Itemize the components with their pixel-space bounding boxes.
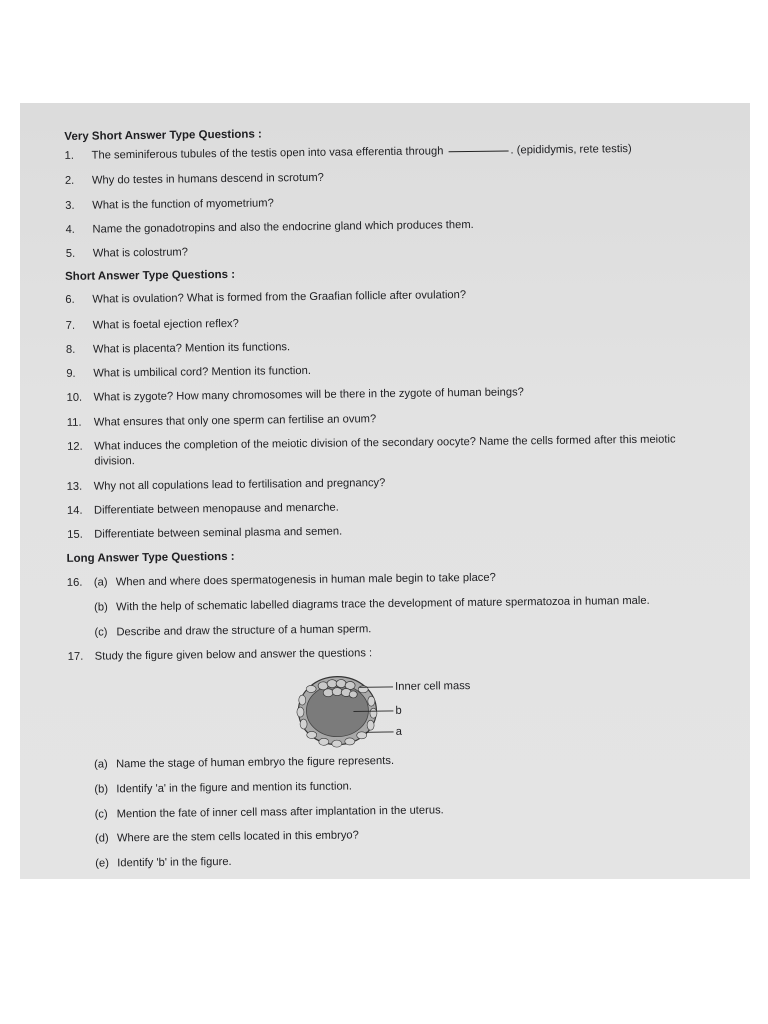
- question-text: Differentiate between seminal plasma and semen.: [94, 525, 343, 541]
- question-number: 7.: [65, 319, 76, 332]
- part-text: With the help of schematic labelled diagrams trace the development of mature spermatozoa in human male.: [116, 594, 650, 614]
- section-heading-very-short: Very Short Answer Type Questions :: [64, 128, 262, 143]
- figure-label-inner-cell-mass: Inner cell mass: [395, 680, 471, 693]
- part-letter: (c): [94, 626, 108, 639]
- question-number: 2.: [64, 174, 75, 187]
- section-heading-long: Long Answer Type Questions :: [66, 550, 235, 565]
- question-1: [64, 141, 725, 162]
- question-number: 5.: [65, 247, 76, 260]
- question-number: 11.: [66, 416, 82, 429]
- question-number: 16.: [66, 576, 83, 589]
- question-text: What is placenta? Mention its functions.: [92, 341, 291, 356]
- question-text: What is zygote? How many chromosomes will be there in the zygote of human beings?: [93, 386, 524, 404]
- answer-options: . (epididymis, rete testis): [510, 142, 632, 157]
- question-text: Why not all copulations lead to fertilisation and pregnancy?: [93, 477, 386, 493]
- question-text: What is umbilical cord? Mention its function.: [93, 364, 311, 380]
- question-number: 9.: [66, 367, 76, 380]
- part-letter: (a): [93, 758, 108, 771]
- question-number: 8.: [65, 343, 76, 356]
- part-letter: (b): [94, 783, 109, 796]
- question-number: 1.: [64, 149, 75, 162]
- question-number: 17.: [67, 650, 84, 663]
- part-text: Mention the fate of inner cell mass after implantation in the uterus.: [116, 804, 444, 821]
- question-sheet: [20, 103, 750, 879]
- part-letter: (d): [94, 832, 109, 845]
- question-text: What is foetal ejection reflex?: [92, 317, 239, 332]
- question-text: Why do testes in humans descend in scrotum?: [91, 171, 324, 187]
- question-text: What is the function of myometrium?: [92, 197, 274, 212]
- question-number: 13.: [66, 480, 83, 493]
- part-text: Name the stage of human embryo the figure represents.: [115, 754, 395, 771]
- part-letter: (a): [93, 576, 108, 589]
- question-text: Study the figure given below and answer the questions :: [94, 647, 373, 663]
- question-text: The seminiferous tubules of the testis open into vasa efferentia through: [91, 145, 444, 162]
- figure-label-a: a: [395, 725, 402, 738]
- question-text: Differentiate between menopause and menarche.: [93, 501, 339, 517]
- question-text: Name the gonadotropins and also the endocrine gland which produces them.: [92, 218, 474, 236]
- question-text: What is ovulation? What is formed from the Graafian follicle after ovulation?: [92, 289, 467, 306]
- question-text: What is colostrum?: [92, 246, 189, 260]
- question-number: 6.: [65, 293, 75, 306]
- question-number: 3.: [65, 199, 75, 212]
- section-heading-short: Short Answer Type Questions :: [65, 268, 236, 283]
- question-text: What ensures that only one sperm can fertilise an ovum?: [93, 413, 377, 429]
- part-letter: (e): [95, 857, 110, 870]
- question-number: 12.: [67, 440, 83, 453]
- question-number: 4.: [65, 223, 75, 236]
- part-text: Where are the stem cells located in this embryo?: [116, 829, 359, 845]
- document-page: [20, 103, 750, 879]
- part-text: Describe and draw the structure of a human sperm.: [116, 623, 372, 639]
- figure-label-b: b: [395, 704, 402, 717]
- question-text: What induces the completion of the meiotic division of the secondary oocyte? Name the cells formed after this meiotic division.: [94, 433, 676, 468]
- question-number: 10.: [66, 391, 83, 404]
- part-text: Identify 'a' in the figure and mention its function.: [116, 780, 353, 796]
- part-letter: (b): [94, 601, 108, 614]
- question-number: 15.: [67, 528, 83, 541]
- question-number: 14.: [66, 504, 83, 517]
- blastocyst-figure: [293, 671, 394, 752]
- part-letter: (c): [94, 808, 108, 821]
- answer-blank: [449, 150, 509, 152]
- part-text: When and where does spermatogenesis in human male begin to take place?: [115, 571, 496, 589]
- part-text: Identify 'b' in the figure.: [117, 855, 232, 870]
